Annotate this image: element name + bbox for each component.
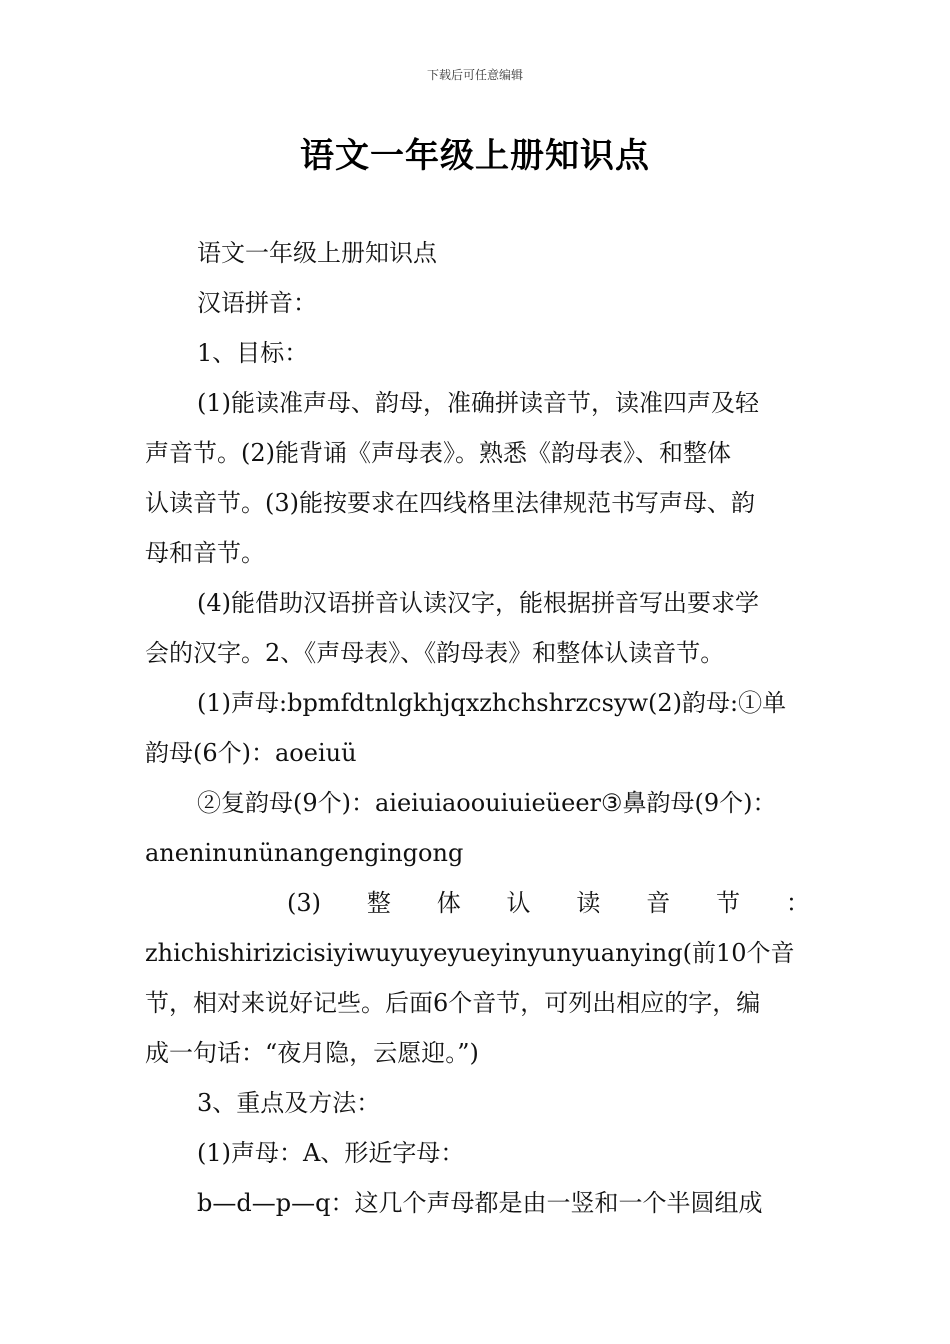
spread-token: (3) xyxy=(287,889,321,917)
text-line: (1)声母:bpmfdtnlgkhjqxzhchshrzcsyw(2)韵母:①单 xyxy=(197,689,787,717)
text-line: 3、重点及方法： xyxy=(197,1089,381,1117)
spread-token: 音 xyxy=(646,889,671,917)
text-line: 韵母(6个)：aoeiuü xyxy=(145,739,357,767)
text-line: (1)能读准声母、韵母，准确拼读音节，读准四声及轻 xyxy=(197,389,759,417)
text-line: 汉语拼音： xyxy=(197,289,317,317)
text-line: ②复韵母(9个)：aieiuiaoouiuieüeer③鼻韵母(9个)： xyxy=(197,789,777,817)
text-line: 母和音节。 xyxy=(145,539,265,567)
spread-token: 整 xyxy=(366,889,391,917)
text-line: 语文一年级上册知识点 xyxy=(197,239,437,267)
text-line: 认读音节。(3)能按要求在四线格里法律规范书写声母、韵 xyxy=(145,489,755,517)
spread-token: 认 xyxy=(506,889,531,917)
spread-line xyxy=(145,878,810,928)
text-line: (4)能借助汉语拼音认读汉字，能根据拼音写出要求学 xyxy=(197,589,759,617)
text-line: 成一句话：“夜月隐，云愿迎。”) xyxy=(145,1039,479,1067)
header-note: 下载后可任意编辑 xyxy=(426,68,523,82)
text-line: 声音节。(2)能背诵《声母表》。熟悉《韵母表》、和整体 xyxy=(145,439,731,467)
document-body xyxy=(145,228,810,1228)
text-line: aneninunünangengingong xyxy=(145,839,464,867)
text-line: (1)声母：A、形近字母： xyxy=(197,1139,465,1167)
spread-token: 体 xyxy=(436,889,461,917)
text-line: 会的汉字。2、《声母表》、《韵母表》和整体认读音节。 xyxy=(145,639,725,667)
text-line: zhichishirizicisiyiwuyuyeyueyinyunyuanying(前10个音 xyxy=(145,939,795,967)
spread-token: 读 xyxy=(576,889,601,917)
text-line: 1、目标： xyxy=(197,339,309,367)
spread-token: ： xyxy=(785,889,810,917)
text-line: 节，相对来说好记些。后面6个音节，可列出相应的字，编 xyxy=(145,989,761,1017)
text-line: b—d—p—q：这几个声母都是由一竖和一个半圆组成 xyxy=(197,1189,763,1217)
spread-token: 节 xyxy=(716,889,741,917)
document-title: 语文一年级上册知识点 xyxy=(300,136,650,176)
